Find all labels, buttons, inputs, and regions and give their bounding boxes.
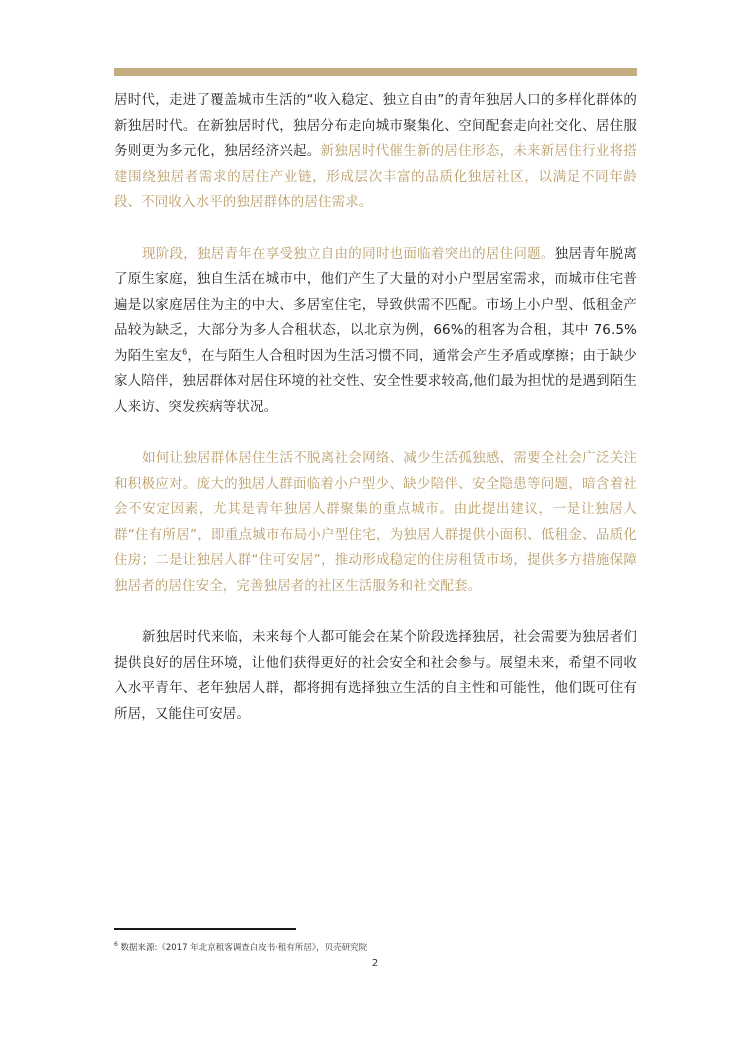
- paragraph-3: [114, 446, 637, 599]
- paragraph-2-highlight: 现阶段，独居青年在享受独立自由的同时也面临着突出的居住问题。: [142, 245, 555, 262]
- paragraph-2-text-cont: ，在与陌生人合租时因为生活习惯不同，通常会产生矛盾或摩擦；由于缺少家人陪伴，独居群体对居住环境的社交性、安全性要求较高,他们最为担忧的是遇到陌生人来访、突发疾病等状况。: [114, 347, 637, 415]
- paragraph-4: [114, 625, 637, 727]
- paragraph-2-text: 独居青年脱离了原生家庭，独自生活在城市中，他们产生了大量的对小户型居室需求，而城市住宅普遍是以家庭居住为主的中大、多居室住宅，导致供需不匹配。市场上小户型、低租金产品较为缺乏，大部分为多人合租状态，以北京为例，66%的租客为合租，其中 76.5%为陌生室友: [114, 245, 637, 364]
- paragraph-1-text: 居时代，走进了覆盖城市生活的“收入稳定、独立自由”的青年独居人口的多样化群体的新独居时代。在新独居时代，独居分布走向城市聚集化、空间配套走向社交化、居住服务则更为多元化，独居经济兴起。: [114, 92, 637, 159]
- footnote-text: 数据来源:《2017 年北京租客调查白皮书·租有所居》，贝壳研究院: [117, 943, 368, 953]
- paragraph-1-highlight: 新独居时代催生新的居住形态，未来新居住行业将搭建围绕独居者需求的居住产业链，形成层次丰富的品质化独居社区，以满足不同年龄段、不同收入水平的独居群体的居住需求。: [114, 143, 637, 210]
- footnote: [114, 942, 637, 954]
- paragraph-1: [114, 88, 637, 216]
- paragraph-4-text: 新独居时代来临，未来每个人都可能会在某个阶段选择独居，社会需要为独居者们提供良好的居住环境，让他们获得更好的社会安全和社会参与。展望未来，希望不同收入水平青年、老年独居人群，都将拥有选择独立生活的自主性和可能性，他们既可住有所居，又能住可安居。: [114, 629, 637, 722]
- footnote-reference[interactable]: 6: [182, 347, 188, 356]
- page-number: 2: [371, 958, 379, 969]
- paragraph-3-text: 如何让独居群体居住生活不脱离社会网络、减少生活孤独感，需要全社会广泛关注和积极应对。庞大的独居人群面临着小户型少、缺少陪伴、安全隐患等问题，暗含着社会不安定因素，尤其是青年独居人群聚集的重点城市。由此提出建议，一是让独居人群“住有所居”，即重点城市布局小户型住宅，为独居人群提供小面积、低租金、品质化住房；二是让独居人群“住可安居”，推动形成稳定的住房租赁市场，提供多方措施保障独居者的居住安全，完善独居者的社区生活服务和社交配套。: [114, 450, 637, 594]
- document-body: [114, 88, 637, 753]
- footnote-mark: 6: [114, 941, 118, 949]
- footnote-divider: [114, 928, 296, 930]
- paragraph-2: [114, 242, 637, 421]
- header-accent-bar: [114, 68, 637, 76]
